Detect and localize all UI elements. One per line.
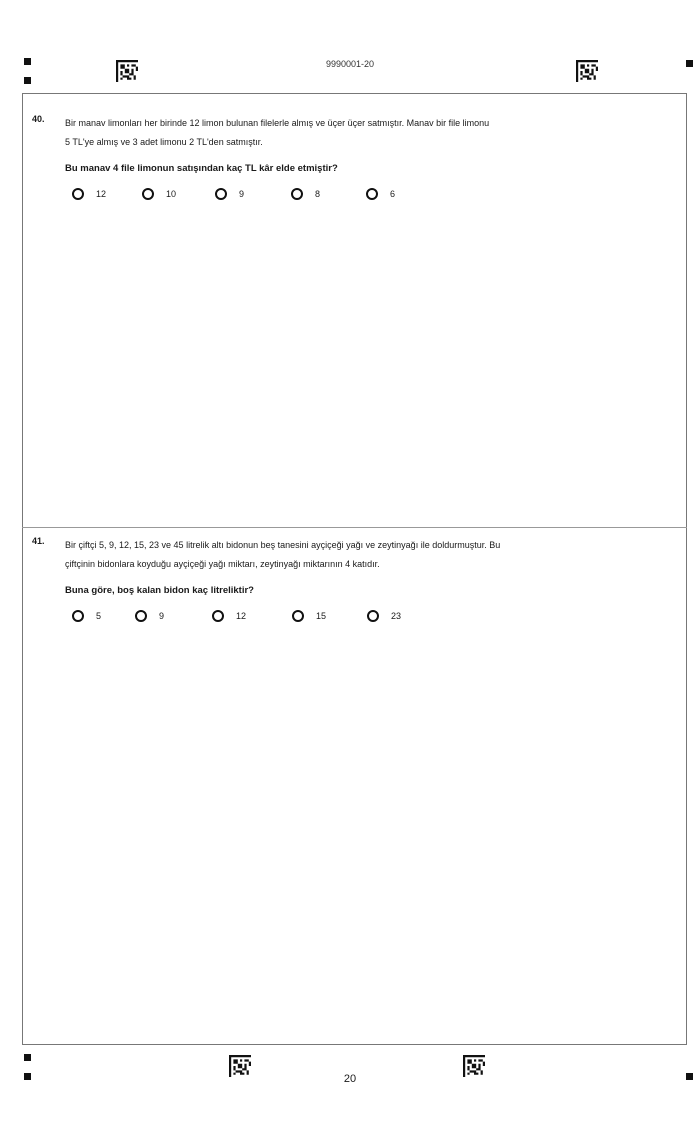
answer-bubble[interactable]: [367, 610, 379, 622]
answer-bubble[interactable]: [215, 188, 227, 200]
answer-option[interactable]: [366, 188, 395, 200]
answer-bubble[interactable]: [135, 610, 147, 622]
question-text-line: Bir çiftçi 5, 9, 12, 15, 23 ve 45 litrelik altı bidonun beş tanesini ayçiçeği yağı ve zeytinyağı ile doldurmuştur. Bu: [65, 540, 501, 550]
option-value: 10: [166, 189, 177, 199]
question-text-line: Bir manav limonları her birinde 12 limon bulunan filelerle almış ve üçer üçer satmıştır. Manav bir file limonu: [65, 118, 490, 128]
registration-mark: [24, 77, 31, 84]
option-value: 9: [159, 611, 165, 621]
question-text: [65, 536, 672, 574]
question-divider: [22, 527, 687, 528]
answer-option[interactable]: [215, 188, 244, 200]
answer-option[interactable]: [367, 610, 401, 622]
answer-option[interactable]: [291, 188, 320, 200]
question-text-line: 5 TL'ye almış ve 3 adet limonu 2 TL'den satmıştır.: [65, 137, 263, 147]
answer-option[interactable]: [135, 610, 164, 622]
answer-option[interactable]: [72, 610, 101, 622]
answer-options: [72, 188, 672, 204]
option-value: 9: [239, 189, 245, 199]
option-value: 6: [390, 189, 396, 199]
option-value: 23: [391, 611, 402, 621]
question-number: 40.: [32, 114, 45, 124]
answer-option[interactable]: [72, 188, 106, 200]
answer-option[interactable]: [212, 610, 246, 622]
booklet-code: 9990001-20: [325, 59, 375, 69]
answer-option[interactable]: [292, 610, 326, 622]
answer-option[interactable]: [142, 188, 176, 200]
question-text-line: çiftçinin bidonlara koyduğu ayçiçeği yağı miktarı, zeytinyağı miktarının 4 katıdır.: [65, 559, 380, 569]
page-number: 20: [343, 1073, 357, 1085]
option-value: 12: [236, 611, 247, 621]
option-value: 12: [96, 189, 107, 199]
question-41: [32, 536, 672, 626]
answer-bubble[interactable]: [142, 188, 154, 200]
question-40: [32, 114, 672, 204]
answer-bubble[interactable]: [72, 610, 84, 622]
registration-mark: [24, 1054, 31, 1061]
answer-bubble[interactable]: [291, 188, 303, 200]
answer-bubble[interactable]: [292, 610, 304, 622]
question-prompt: Bu manav 4 file limonun satışından kaç TL kâr elde etmiştir?: [65, 163, 338, 174]
option-value: 8: [315, 189, 321, 199]
question-prompt: Buna göre, boş kalan bidon kaç litreliktir?: [65, 585, 254, 596]
answer-bubble[interactable]: [72, 188, 84, 200]
question-number: 41.: [32, 536, 45, 546]
option-value: 5: [96, 611, 102, 621]
answer-bubble[interactable]: [212, 610, 224, 622]
answer-options: [72, 610, 672, 626]
question-text: [65, 114, 672, 152]
answer-bubble[interactable]: [366, 188, 378, 200]
option-value: 15: [316, 611, 327, 621]
